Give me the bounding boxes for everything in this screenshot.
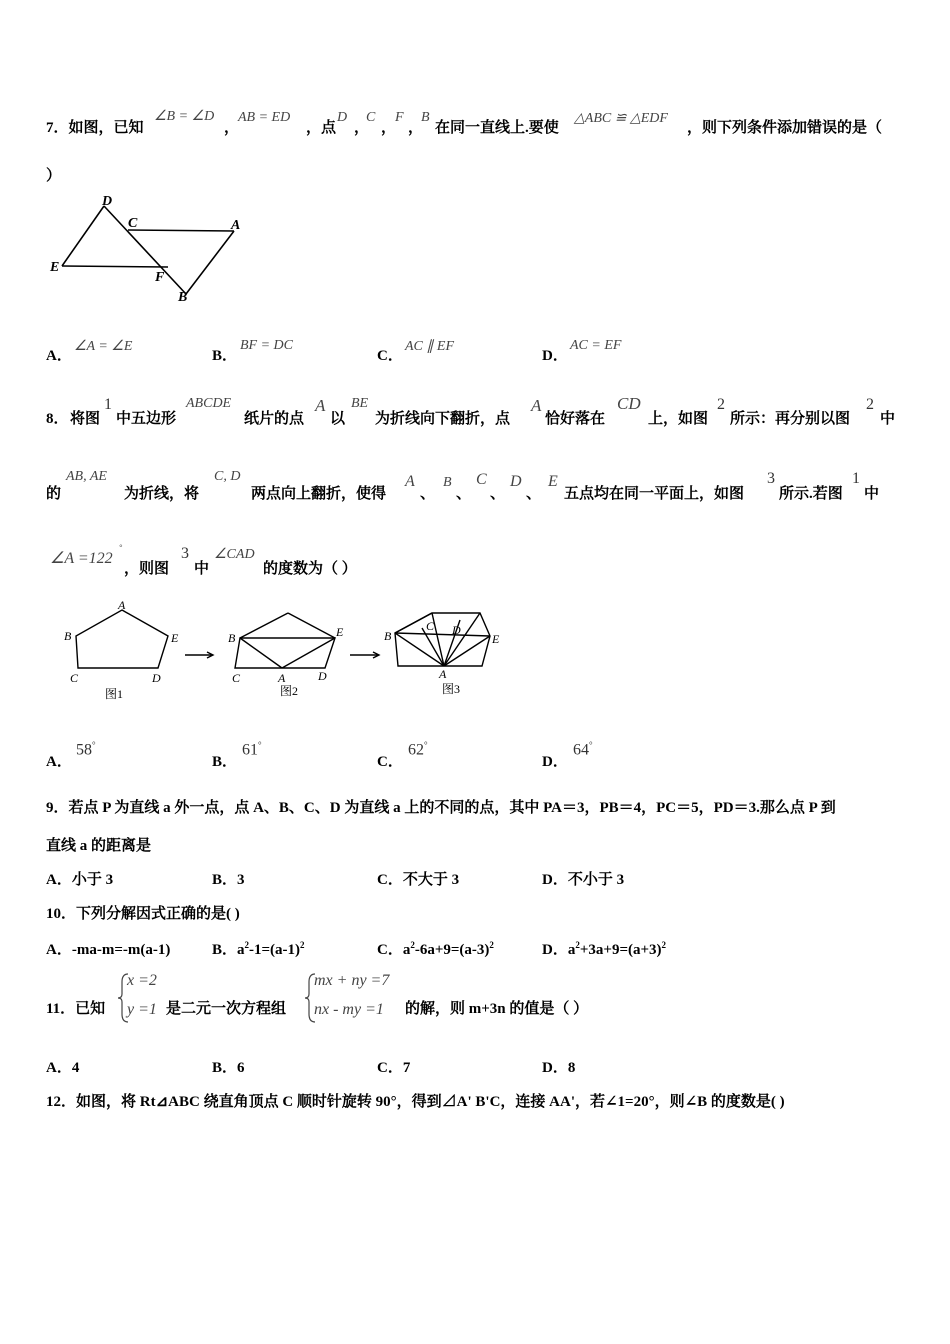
- q11-option-c[interactable]: C．7: [377, 1060, 411, 1076]
- q7-option-d[interactable]: AC = EF: [570, 338, 622, 353]
- q8-math: 2: [866, 396, 874, 413]
- fig1-label-a: A: [118, 598, 126, 612]
- q7-option-d-label[interactable]: D．: [542, 348, 568, 364]
- q8-text: 将图: [70, 411, 101, 427]
- q7-point-d: D: [337, 110, 348, 125]
- q8-text: 的: [46, 486, 62, 502]
- q8-text: 为折线向下翻折，点: [375, 411, 511, 427]
- q8-degree: °: [119, 543, 123, 552]
- q7-text-5: ）: [46, 168, 62, 184]
- q9-option-a[interactable]: A．小于 3: [46, 872, 114, 888]
- q7-number: 7．: [46, 120, 69, 136]
- q7-text-1: 如图，已知: [68, 120, 144, 136]
- q8-text: 纸片的点: [244, 411, 305, 427]
- q8-text: 中: [864, 486, 880, 502]
- fig3-label-e: E: [492, 632, 500, 646]
- q8-text: 恰好落在: [545, 411, 606, 427]
- q8-math: A: [405, 473, 415, 490]
- q7-figure: [46, 190, 256, 308]
- q10-option-a[interactable]: A．-ma-m=-m(a-1): [46, 942, 171, 958]
- fig7-label-b: B: [178, 290, 188, 305]
- q12-stem: 12．如图，将 Rt⊿ABC 绕直角顶点 C 顺时针旋转 90°，得到⊿A' B'C，连接 AA'，若∠1=20°，则∠B 的度数是( ): [46, 1094, 785, 1110]
- q9-option-b[interactable]: B．3: [212, 872, 245, 888]
- q8-text: 、: [526, 486, 542, 502]
- q8-math: 2: [717, 396, 725, 413]
- q7-option-c[interactable]: AC ∥ EF: [405, 339, 454, 354]
- q8-text: 、: [456, 486, 472, 502]
- fig7-label-c: C: [128, 216, 138, 231]
- q8-math: C: [476, 471, 487, 488]
- q11-number: 11．已知: [46, 1001, 106, 1017]
- q7-stem-line1: [46, 116, 144, 137]
- fig1-label-d: D: [152, 671, 161, 685]
- q8-math: BE: [351, 396, 369, 411]
- q10-option-b[interactable]: B．$a^2-1=(a-1)^2$: [212, 940, 305, 958]
- q9-stem-line1: 9．若点 P 为直线 a 外一点，点 A、B、C、D 为直线 a 上的不同的点，其中 PA＝3，PB＝4，PC＝5，PD＝3.那么点 P 到: [46, 800, 836, 816]
- q11-sys2-eq1: mx + ny =7: [314, 972, 390, 989]
- q8-text: 中五边形: [116, 411, 177, 427]
- q11-sys2-eq2: nx - my =1: [314, 1001, 384, 1018]
- q11-sys1-eq1: x =2: [127, 972, 157, 989]
- q7-math-angle: ∠B = ∠D: [154, 109, 215, 124]
- q7-option-b[interactable]: BF = DC: [240, 338, 293, 353]
- q8-math: E: [548, 473, 558, 490]
- q8-math: 1: [852, 470, 860, 487]
- q7-text-3: 在同一直线上.要使: [435, 120, 559, 136]
- fig3-label-b: B: [384, 629, 392, 643]
- q8-math: 1: [104, 396, 112, 413]
- q8-math: 3: [767, 470, 775, 487]
- q11-sys1-eq2: y =1: [127, 1001, 157, 1018]
- fig2-label-e: E: [336, 625, 344, 639]
- fig7-label-a: A: [231, 218, 241, 233]
- q11-text-2: 的解，则 m+3n 的值是（ ）: [405, 1001, 589, 1017]
- q8-number: 8．: [46, 411, 69, 427]
- q10-stem: 10．下列分解因式正确的是( ): [46, 906, 240, 922]
- fig2-label-d: D: [318, 669, 327, 683]
- q7-sep: ，: [408, 120, 424, 136]
- q7-option-c-label[interactable]: C．: [377, 348, 403, 364]
- fig3-label-c: C: [426, 619, 435, 633]
- q7-comma: ，: [224, 120, 240, 136]
- q10-option-d[interactable]: D．$a^2+3a+9=(a+3)^2$: [542, 940, 667, 958]
- fig2-label-a: A: [278, 671, 286, 685]
- fig7-label-d: D: [102, 194, 113, 209]
- q8-text: 中: [880, 411, 896, 427]
- q7-text-2: ，点: [306, 120, 337, 136]
- fig7-label-e: E: [50, 260, 60, 275]
- fig1-caption: 图1: [105, 687, 124, 701]
- fig2-label-c: C: [232, 671, 241, 685]
- q8-text: 两点向上翻折，使得: [251, 486, 387, 502]
- q8-option-a-label[interactable]: A．: [46, 754, 72, 770]
- q11-text-1: 是二元一次方程组: [166, 1001, 287, 1017]
- q11-option-a[interactable]: A．4: [46, 1060, 80, 1076]
- q7-point-f: F: [395, 110, 404, 125]
- q7-option-a[interactable]: ∠A = ∠E: [74, 339, 133, 354]
- q8-math: AB, AE: [66, 469, 107, 484]
- q7-math-congruent: △ABC ≌ △EDF: [574, 111, 668, 126]
- fig2-label-b: B: [228, 631, 236, 645]
- fig3-caption: 图3: [442, 682, 461, 696]
- q8-option-d[interactable]: 64°: [573, 740, 593, 759]
- q7-sep: ，: [354, 120, 370, 136]
- q8-text: 中: [194, 561, 210, 577]
- q8-text: 为折线，将: [124, 486, 200, 502]
- q8-text: 以: [330, 411, 346, 427]
- q9-option-c[interactable]: C．不大于 3: [377, 872, 460, 888]
- q8-math: 3: [181, 545, 189, 562]
- q8-math-angle-cad: ∠CAD: [214, 547, 255, 562]
- q11-option-b[interactable]: B．6: [212, 1060, 245, 1076]
- q7-point-c: C: [366, 110, 376, 125]
- q8-math-angle-a: ∠A =122: [50, 550, 113, 567]
- q8-option-c-label[interactable]: C．: [377, 754, 403, 770]
- fig3-label-d: D: [452, 623, 461, 637]
- fig1-label-e: E: [171, 631, 179, 645]
- q8-option-a[interactable]: 58°: [76, 740, 96, 759]
- q9-stem-line2: 直线 a 的距离是: [46, 838, 152, 854]
- q8-text: 、: [490, 486, 506, 502]
- fig7-label-f: F: [155, 270, 165, 285]
- q11-option-d[interactable]: D．8: [542, 1060, 576, 1076]
- q8-math: A: [531, 396, 542, 415]
- q8-math: CD: [617, 394, 641, 413]
- q8-option-b[interactable]: 61°: [242, 740, 262, 759]
- fig1-label-c: C: [70, 671, 79, 685]
- q8-text: 上，如图: [648, 411, 709, 427]
- q8-text: 五点均在同一平面上，如图: [564, 486, 745, 502]
- q10-option-c[interactable]: C．$a^2-6a+9=(a-3)^2$: [377, 940, 494, 958]
- q8-option-d-label[interactable]: D．: [542, 754, 568, 770]
- q8-text: 所示.若图: [779, 486, 843, 502]
- q7-sep: ，: [381, 120, 397, 136]
- fig1-label-b: B: [64, 629, 72, 643]
- q8-text: 所示：再分别以图: [730, 411, 851, 427]
- q7-math-seg: AB = ED: [238, 110, 291, 125]
- q9-option-d[interactable]: D．不小于 3: [542, 872, 625, 888]
- q8-text: 的度数为（ ）: [263, 561, 357, 577]
- q8-text: 、: [420, 486, 436, 502]
- q7-text-4: ，则下列条件添加错误的是（: [687, 120, 883, 136]
- q8-math: ABCDE: [186, 396, 232, 411]
- q8-math: C, D: [214, 469, 241, 484]
- fig2-caption: 图2: [280, 684, 299, 698]
- q7-point-b: B: [421, 110, 430, 125]
- q7-option-a-label[interactable]: A．: [46, 348, 72, 364]
- q8-figures: [60, 598, 510, 706]
- q8-math: A: [315, 396, 326, 415]
- fig3-label-a: A: [439, 667, 447, 681]
- q7-option-b-label[interactable]: B．: [212, 348, 238, 364]
- q8-option-b-label[interactable]: B．: [212, 754, 238, 770]
- q8-math: B: [443, 475, 452, 490]
- q8-math: D: [510, 473, 522, 490]
- q8-text: ，则图: [124, 561, 170, 577]
- q8-option-c[interactable]: 62°: [408, 740, 428, 759]
